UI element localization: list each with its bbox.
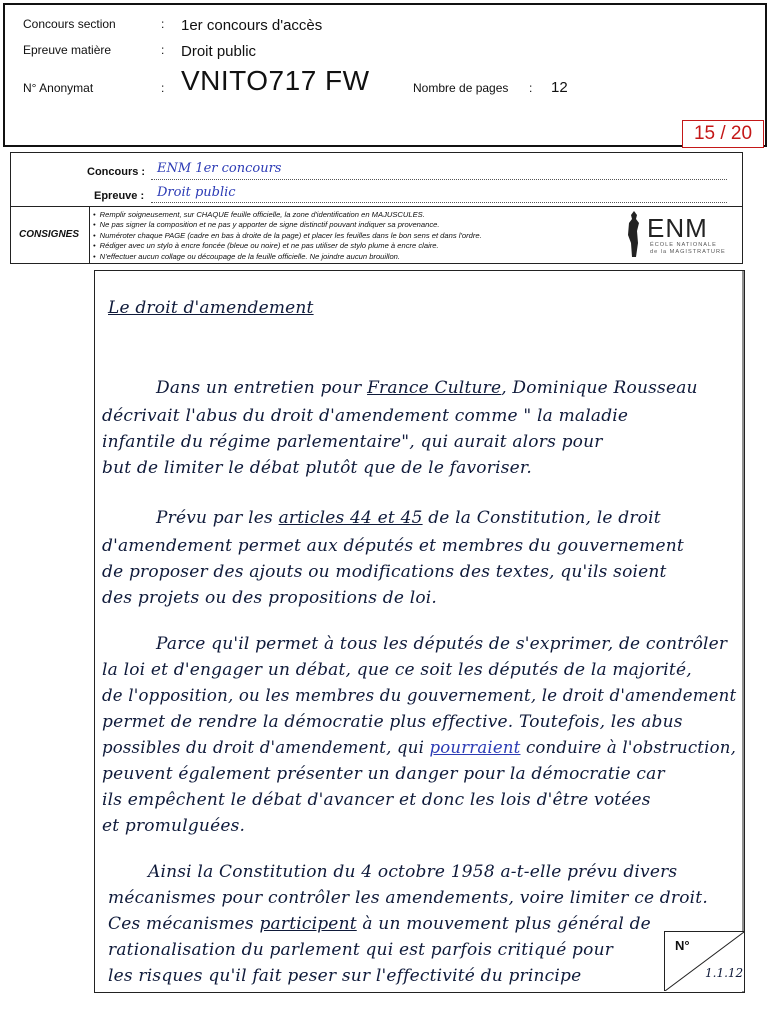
handwritten-segment: France Culture bbox=[367, 378, 502, 398]
handwritten-line bbox=[102, 764, 665, 784]
handwritten-segment: pourraient bbox=[429, 738, 521, 758]
handwritten-line bbox=[102, 738, 736, 758]
page-number-value: 1.1.12 bbox=[705, 966, 744, 980]
handwritten-line bbox=[156, 378, 698, 398]
epreuve-matiere-value: Droit public bbox=[181, 43, 257, 60]
handwritten-segment: de la Constitution, le droit bbox=[422, 508, 661, 528]
consignes-list bbox=[93, 210, 482, 262]
handwritten-line bbox=[108, 940, 613, 960]
enm-sub-line: ÉCOLE NATIONALE bbox=[650, 242, 717, 248]
concours-section-label: Concours section bbox=[23, 17, 116, 31]
form-concours-handwritten: ENM 1er concours bbox=[157, 161, 282, 176]
handwritten-line bbox=[102, 660, 692, 680]
handwritten-segment: les risques qu'il fait peser sur l'effectivité du principe bbox=[108, 966, 582, 986]
page-counter-badge: 15 / 20 bbox=[682, 120, 764, 148]
handwritten-line bbox=[156, 634, 727, 654]
handwritten-segment: Prévu par les bbox=[156, 508, 279, 528]
handwritten-line bbox=[102, 562, 667, 582]
anonymat-value: VNITO717 FW bbox=[181, 65, 370, 96]
handwritten-segment: mécanismes pour contrôler les amendements, voire limiter ce droit. bbox=[108, 888, 708, 908]
handwritten-segment: rationalisation du parlement qui est parfois critiqué pour bbox=[108, 940, 614, 960]
consigne-item: • Ne pas signer la composition et ne pas y apporter de signe distinctif pouvant indiquer sa provenance. bbox=[93, 220, 482, 230]
consigne-item: • N'effectuer aucun collage ou découpage de la feuille officielle. Ne joindre aucun brouillon. bbox=[93, 252, 482, 262]
answer-title: Le droit d'amendement bbox=[108, 298, 314, 318]
anonymat-label: N° Anonymat bbox=[23, 81, 94, 95]
pages-count-label: Nombre de pages bbox=[413, 81, 509, 95]
handwritten-line bbox=[102, 588, 437, 608]
identification-header bbox=[3, 3, 767, 147]
handwritten-line bbox=[102, 458, 532, 478]
handwritten-line bbox=[102, 406, 628, 426]
enm-sub-line: de la MAGISTRATURE bbox=[650, 249, 726, 255]
handwritten-segment: permet de rendre la démocratie plus effective. Toutefois, les abus bbox=[102, 712, 683, 732]
form-concours-label: Concours : bbox=[87, 166, 146, 178]
handwritten-segment: Ainsi la Constitution du 4 octobre 1958 a-t-elle prévu divers bbox=[148, 862, 678, 882]
epreuve-matiere-label: Epreuve matière bbox=[23, 43, 112, 57]
handwritten-line bbox=[102, 816, 245, 836]
handwritten-segment: de l'opposition, ou les membres du gouvernement, le droit d'amendement bbox=[102, 686, 737, 706]
handwritten-segment: décrivait l'abus du droit d'amendement comme " la maladie bbox=[102, 406, 629, 426]
handwritten-line bbox=[102, 432, 603, 452]
handwritten-segment: ils empêchent le débat d'avancer et donc les lois d'être votées bbox=[102, 790, 651, 810]
handwritten-segment: à un mouvement plus général de bbox=[356, 914, 651, 934]
handwritten-segment: des projets ou des propositions de loi. bbox=[102, 588, 438, 608]
dotted-line bbox=[151, 202, 727, 203]
colon: : bbox=[529, 81, 533, 95]
dotted-line bbox=[151, 179, 727, 180]
form-epreuve-label: Epreuve : bbox=[94, 190, 145, 202]
colon: : bbox=[161, 17, 165, 31]
handwritten-line bbox=[108, 914, 651, 934]
handwritten-segment: , Dominique Rousseau bbox=[501, 378, 698, 398]
handwritten-line bbox=[102, 536, 684, 556]
concours-section-value: 1er concours d'accès bbox=[181, 17, 323, 34]
handwritten-line bbox=[102, 712, 683, 732]
consigne-item: • Rédiger avec un stylo à encre foncée (bleue ou noire) et ne pas utiliser de stylo plume à encre claire. bbox=[93, 241, 482, 251]
handwritten-segment: articles 44 et 45 bbox=[278, 508, 423, 528]
handwritten-segment: peuvent également présenter un danger pour la démocratie car bbox=[102, 764, 665, 784]
form-epreuve-handwritten: Droit public bbox=[157, 185, 236, 200]
colon: : bbox=[161, 43, 165, 57]
handwritten-segment: possibles du droit d'amendement, qui bbox=[102, 738, 430, 758]
handwritten-segment: de proposer des ajouts ou modifications des textes, qu'ils soient bbox=[102, 562, 667, 582]
consigne-item: • Numéroter chaque PAGE (cadre en bas à droite de la page) et placer les feuilles dans le bon sens et dans l'ordre. bbox=[93, 231, 482, 241]
page-number-box bbox=[664, 931, 744, 991]
handwritten-line bbox=[148, 862, 677, 882]
enm-logo-subtitle bbox=[650, 242, 726, 256]
divider bbox=[89, 206, 90, 263]
handwritten-segment: but de limiter le débat plutôt que de le favoriser. bbox=[102, 458, 532, 478]
exam-form-header bbox=[10, 152, 743, 264]
colon: : bbox=[161, 81, 165, 95]
handwritten-segment: participent bbox=[259, 914, 357, 934]
consignes-label: CONSIGNES bbox=[19, 229, 80, 240]
handwritten-line bbox=[102, 686, 736, 706]
handwritten-segment: conduire à l'obstruction, bbox=[520, 738, 737, 758]
handwritten-segment: la loi et d'engager un débat, que ce soit les députés de la majorité, bbox=[102, 660, 692, 680]
handwritten-segment: et promulguées. bbox=[102, 816, 246, 836]
handwritten-line bbox=[156, 508, 661, 528]
enm-logo-text: ENM bbox=[647, 213, 708, 243]
handwritten-segment: d'amendement permet aux députés et membres du gouvernement bbox=[102, 536, 684, 556]
page-number-label: N° bbox=[675, 938, 690, 953]
consigne-item: • Remplir soigneusement, sur CHAQUE feuille officielle, la zone d'identification en MAJUSCULES. bbox=[93, 210, 482, 220]
handwritten-line bbox=[108, 888, 708, 908]
divider bbox=[11, 206, 742, 207]
handwritten-segment: Ces mécanismes bbox=[108, 914, 260, 934]
handwritten-segment: Dans un entretien pour bbox=[156, 378, 368, 398]
handwritten-line bbox=[108, 966, 581, 986]
handwritten-segment: infantile du régime parlementaire", qui aurait alors pour bbox=[102, 432, 603, 452]
handwritten-line bbox=[102, 790, 651, 810]
handwritten-segment: Parce qu'il permet à tous les députés de s'exprimer, de contrôler bbox=[156, 634, 728, 654]
pages-count-value: 12 bbox=[551, 79, 568, 96]
enm-logo-figure-icon bbox=[625, 209, 643, 259]
